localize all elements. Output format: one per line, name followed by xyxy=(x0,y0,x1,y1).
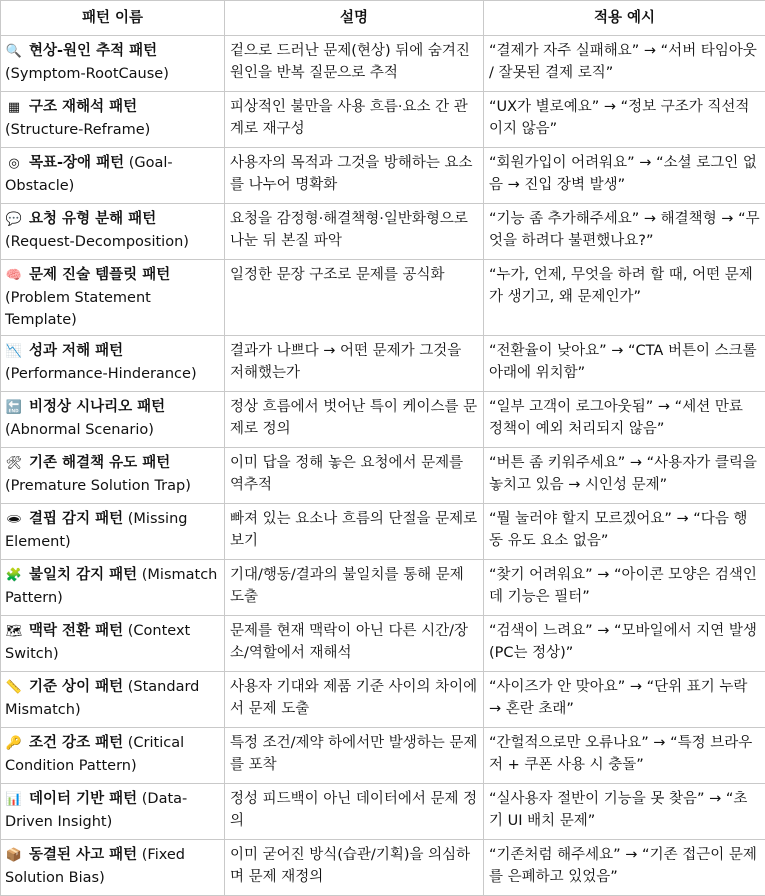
bar-chart-icon: 📊 xyxy=(5,789,23,811)
pattern-description: 겉으로 드러난 문제(현상) 뒤에 숨겨진 원인을 반복 질문으로 추적 xyxy=(225,36,484,92)
pattern-example: “전환율이 낮아요” → “CTA 버튼이 스크롤 아래에 위치함” xyxy=(484,336,765,392)
table-row xyxy=(1,148,765,204)
key-icon: 🔑 xyxy=(5,733,23,755)
pattern-name-cell xyxy=(1,148,225,204)
speech-bubble-icon: 💬 xyxy=(5,209,23,231)
pattern-name-en: (Standard Mismatch) xyxy=(5,679,199,718)
pattern-name-en: (Goal-Obstacle) xyxy=(5,155,173,194)
pattern-name-cell xyxy=(1,616,225,672)
pattern-name-ko: 기존 해결책 유도 패턴 xyxy=(29,455,170,471)
pattern-name-ko: 맥락 전환 패턴 xyxy=(29,623,123,639)
table-row xyxy=(1,784,765,840)
pattern-name-ko: 문제 진술 템플릿 패턴 xyxy=(29,267,170,283)
ruler-icon: 📏 xyxy=(5,677,23,699)
end-arrow-icon: 🔚 xyxy=(5,397,23,419)
pattern-example: “기존처럼 해주세요” → “기존 접근이 문제를 은폐하고 있었음” xyxy=(484,840,765,896)
pattern-example: “찾기 어려워요” → “아이콘 모양은 검색인데 기능은 필터” xyxy=(484,560,765,616)
pattern-name-en: (Structure-Reframe) xyxy=(5,122,150,138)
pattern-name-cell xyxy=(1,728,225,784)
table-row xyxy=(1,504,765,560)
table-row xyxy=(1,672,765,728)
table-body xyxy=(1,36,765,896)
pattern-name-ko: 구조 재해석 패턴 xyxy=(29,99,137,115)
pattern-example: “사이즈가 안 맞아요” → “단위 표기 누락 → 혼란 초래” xyxy=(484,672,765,728)
brick-icon: ▦ xyxy=(5,97,23,119)
pattern-name-cell xyxy=(1,560,225,616)
pattern-example: “일부 고객이 로그아웃됨” → “세션 만료 정책이 예외 처리되지 않음” xyxy=(484,392,765,448)
pattern-description: 기대/행동/결과의 불일치를 통해 문제 도출 xyxy=(225,560,484,616)
pattern-name-ko: 요청 유형 분해 패턴 xyxy=(29,211,156,227)
table-row xyxy=(1,616,765,672)
table-row xyxy=(1,392,765,448)
pattern-name-en: (Data-Driven Insight) xyxy=(5,791,187,830)
pattern-description: 문제를 현재 맥락이 아닌 다른 시간/장소/역할에서 재해석 xyxy=(225,616,484,672)
pattern-name-ko: 조건 강조 패턴 xyxy=(29,735,123,751)
pattern-name-cell xyxy=(1,504,225,560)
pattern-description: 요청을 감정형·해결책형·일반화형으로 나눈 뒤 본질 파악 xyxy=(225,204,484,260)
table-row xyxy=(1,36,765,92)
pattern-description: 특정 조건/제약 하에서만 발생하는 문제를 포착 xyxy=(225,728,484,784)
pattern-example: “기능 좀 추가해주세요” → 해결책형 → “무엇을 하려다 불편했나요?” xyxy=(484,204,765,260)
table-row xyxy=(1,448,765,504)
pattern-name-en: (Request-Decomposition) xyxy=(5,234,189,250)
column-header-name: 패턴 이름 xyxy=(1,1,225,36)
pattern-name-ko: 결핍 감지 패턴 xyxy=(29,511,123,527)
pattern-description: 이미 답을 정해 놓은 요청에서 문제를 역추적 xyxy=(225,448,484,504)
pattern-name-cell xyxy=(1,36,225,92)
target-icon: ◎ xyxy=(5,153,23,175)
pattern-name-en: (Missing Element) xyxy=(5,511,187,550)
pattern-example: “실사용자 절반이 기능을 못 찾음” → “초기 UI 배치 문제” xyxy=(484,784,765,840)
cube-icon: 📦 xyxy=(5,845,23,867)
pattern-name-cell xyxy=(1,448,225,504)
table-row xyxy=(1,92,765,148)
pattern-name-en: (Critical Condition Pattern) xyxy=(5,735,184,774)
pattern-example: “검색이 느려요” → “모바일에서 지연 발생 (PC는 정상)” xyxy=(484,616,765,672)
pattern-name-ko: 비정상 시나리오 패턴 xyxy=(29,399,165,415)
pattern-description: 사용자의 목적과 그것을 방해하는 요소를 나누어 명확화 xyxy=(225,148,484,204)
pattern-example: “누가, 언제, 무엇을 하려 할 때, 어떤 문제가 생기고, 왜 문제인가” xyxy=(484,260,765,336)
pattern-example: “버튼 좀 키워주세요” → “사용자가 클릭을 놓치고 있음 → 시인성 문제” xyxy=(484,448,765,504)
pattern-name-ko: 성과 저해 패턴 xyxy=(29,343,123,359)
pattern-example: “결제가 자주 실패해요” → “서버 타임아웃 / 잘못된 결제 로직” xyxy=(484,36,765,92)
pattern-name-en: (Symptom-RootCause) xyxy=(5,66,169,82)
pattern-description: 피상적인 불만을 사용 흐름·요소 간 관계로 재구성 xyxy=(225,92,484,148)
table-header-row xyxy=(1,1,765,36)
pattern-name-cell xyxy=(1,260,225,336)
pattern-name-ko: 불일치 감지 패턴 xyxy=(29,567,137,583)
pattern-description: 결과가 나쁘다 → 어떤 문제가 그것을 저해했는가 xyxy=(225,336,484,392)
pattern-name-cell xyxy=(1,336,225,392)
pattern-name-en: (Problem Statement Template) xyxy=(5,290,151,328)
pattern-example: “간헐적으로만 오류나요” → “특정 브라우저 + 쿠폰 사용 시 충돌” xyxy=(484,728,765,784)
pattern-name-cell xyxy=(1,784,225,840)
table-row xyxy=(1,728,765,784)
column-header-description: 설명 xyxy=(225,1,484,36)
pattern-name-ko: 현상-원인 추적 패턴 xyxy=(29,43,157,59)
pattern-name-ko: 기준 상이 패턴 xyxy=(29,679,123,695)
pattern-name-cell xyxy=(1,204,225,260)
pattern-name-cell xyxy=(1,672,225,728)
pattern-name-en: (Fixed Solution Bias) xyxy=(5,847,185,886)
puzzle-icon: 🧩 xyxy=(5,565,23,587)
pattern-name-cell xyxy=(1,840,225,896)
pattern-example: “뭘 눌러야 할지 모르겠어요” → “다음 행동 유도 요소 없음” xyxy=(484,504,765,560)
pattern-name-ko: 목표-장애 패턴 xyxy=(29,155,124,171)
pattern-name-en: (Context Switch) xyxy=(5,623,190,662)
wrench-icon: 🛠 xyxy=(5,453,23,475)
world-map-icon: 🗺 xyxy=(5,621,23,643)
pattern-name-ko: 동결된 사고 패턴 xyxy=(29,847,137,863)
table-row xyxy=(1,840,765,896)
pattern-description: 사용자 기대와 제품 기준 사이의 차이에서 문제 도출 xyxy=(225,672,484,728)
table-row xyxy=(1,204,765,260)
pattern-name-en: (Performance-Hinderance) xyxy=(5,366,197,382)
magnifier-icon: 🔍 xyxy=(5,41,23,63)
pattern-example: “회원가입이 어려워요” → “소셜 로그인 없음 → 진입 장벽 발생” xyxy=(484,148,765,204)
pattern-name-cell xyxy=(1,92,225,148)
pattern-name-en: (Abnormal Scenario) xyxy=(5,422,154,438)
pattern-description: 일정한 문장 구조로 문제를 공식화 xyxy=(225,260,484,336)
pattern-description: 빠져 있는 요소나 흐름의 단절을 문제로 보기 xyxy=(225,504,484,560)
pattern-example: “UX가 별로예요” → “정보 구조가 직선적이지 않음” xyxy=(484,92,765,148)
column-header-example: 적용 예시 xyxy=(484,1,765,36)
hole-icon: 🕳 xyxy=(5,509,23,531)
pattern-description: 이미 굳어진 방식(습관/기획)을 의심하며 문제 재정의 xyxy=(225,840,484,896)
pattern-name-en: (Mismatch Pattern) xyxy=(5,567,217,606)
pattern-name-ko: 데이터 기반 패턴 xyxy=(29,791,137,807)
pattern-name-en: (Premature Solution Trap) xyxy=(5,478,191,494)
pattern-description: 정성 피드백이 아닌 데이터에서 문제 정의 xyxy=(225,784,484,840)
brain-icon: 🧠 xyxy=(5,265,23,287)
table-row xyxy=(1,560,765,616)
pattern-name-cell xyxy=(1,392,225,448)
table-row xyxy=(1,260,765,336)
pattern-description: 정상 흐름에서 벗어난 특이 케이스를 문제로 정의 xyxy=(225,392,484,448)
chart-down-icon: 📉 xyxy=(5,341,23,363)
table-row xyxy=(1,336,765,392)
